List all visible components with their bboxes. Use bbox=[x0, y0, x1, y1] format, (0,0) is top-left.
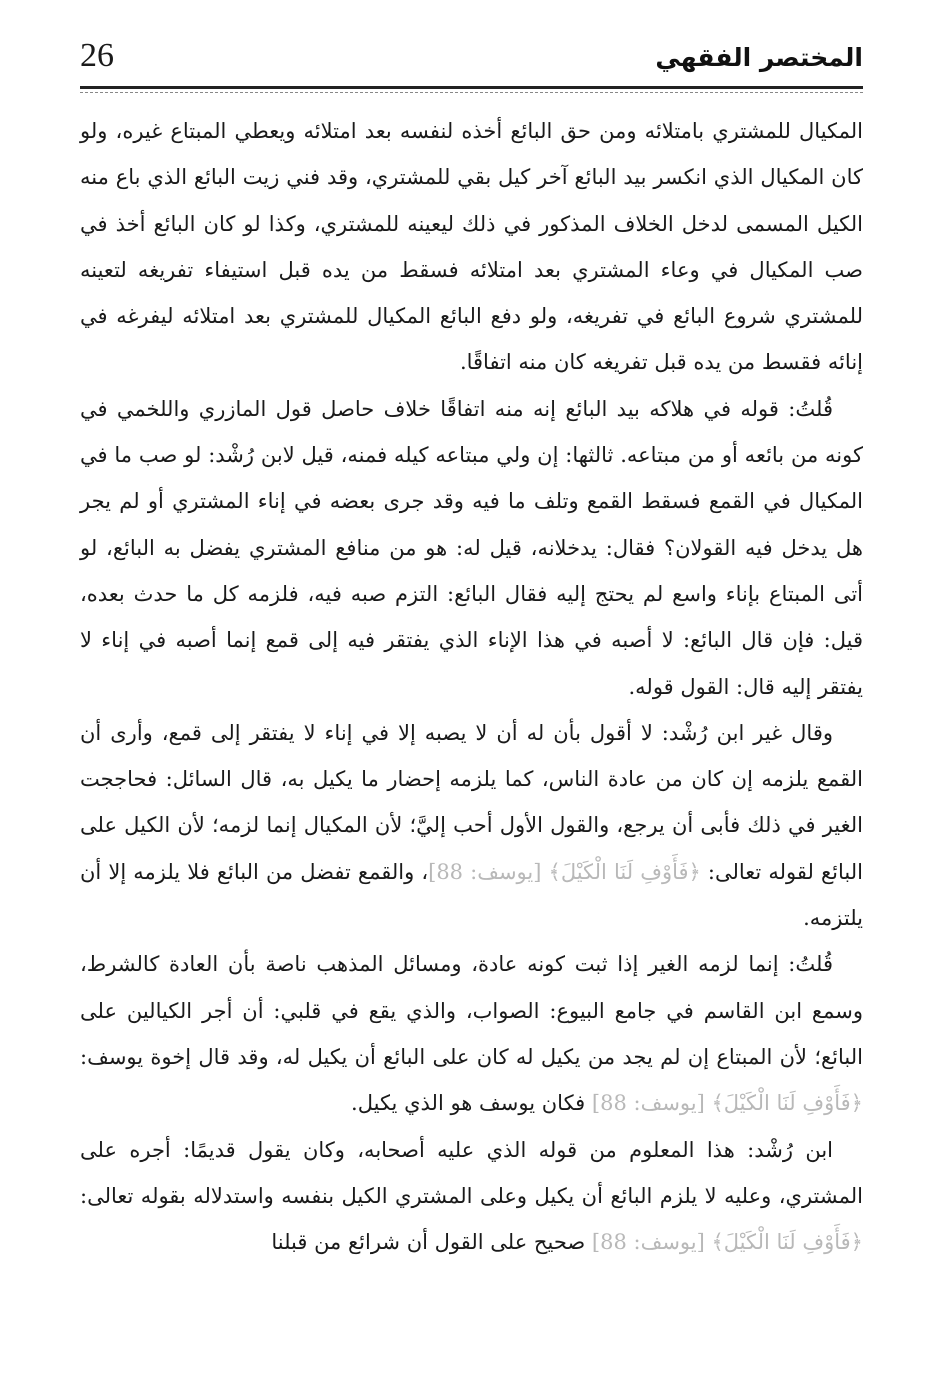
header-rule bbox=[80, 86, 863, 89]
text-run: ابن رُشْد: هذا المعلوم من قوله الذي عليه أصحابه، وكان يقول قديمًا: أجره على المشتري، وعليه لا يلزم البائع أن يكيل وعلى المشتري الكيل بنفسه واستدلاله بقوله تعالى: bbox=[80, 1137, 863, 1208]
page-header bbox=[80, 32, 863, 92]
text-run: المكيال للمشتري بامتلائه ومن حق البائع أخذه لنفسه بعد امتلائه ويعطي المبتاع غيره، ولو كان المكيال الذي انكسر بيد البائع آخر كيل بقي للمشتري، وقد فني زيت البائع الذي باع منه الكيل المسمى لدخل الخلاف المذكور في ذلك ليعينه للمشتري، وكذا لو كان البائع أخذ في صب المكيال في وعاء المشتري بعد امتلائه فسقط من يده قبل استيفاء تفريغه لتعينه للمشتري شروع البائع في تفريغه، ولو دفع البائع المكيال للمشتري بعد امتلائه ليفرغه في إنائه فقسط من يده قبل تفريغه كان منه اتفاقًا. bbox=[80, 119, 863, 375]
paragraph bbox=[80, 108, 863, 386]
body-text bbox=[80, 108, 863, 1265]
text-run: قُلتُ: إنما لزمه الغير إذا ثبت كونه عادة، ومسائل المذهب ناصة بأن العادة كالشرط، وسمع ابن القاسم في جامع البيوع: الصواب، والذي يقع في قلبي: أن أجر الكيالين على البائع؛ لأن المبتاع إن لم يجد من يكيل له كان على البائع أن يكيل له، وقد قال إخوة يوسف: bbox=[80, 952, 863, 1069]
page-number: 26 bbox=[80, 37, 114, 74]
header-rule-decoration bbox=[80, 92, 863, 93]
text-run: صحيح على القول أن شرائع من قبلنا bbox=[271, 1230, 592, 1255]
paragraph bbox=[80, 1127, 863, 1266]
quran-verse: ﴿فَأَوْفِ لَنَا الْكَيْلَ﴾ [يوسف: 88] bbox=[591, 1230, 863, 1255]
paragraph bbox=[80, 941, 863, 1126]
text-run: فكان يوسف هو الذي يكيل. bbox=[351, 1091, 592, 1116]
text-run: قُلتُ: قوله في هلاكه بيد البائع إنه منه اتفاقًا خلاف حاصل قول المازري واللخمي في كونه من بائعه أو من مبتاعه. ثالثها: إن ولي مبتاعه كيله فمنه، قيل لابن رُشْد: لو صب ما في المكيال في القمع فسقط القمع وتلف ما فيه وقد جرى بعضه في إناء المشتري أو لم يجر هل يدخل فيه القولان؟ فقال: يدخلانه، قيل له: هو من منافع المشتري يفضل به البائع، لو أتى المبتاع بإناء واسع لم يحتج إليه فقال البائع: التزم صبه فيه، فلزمه كل ما حدث بعده، قيل: فإن قال البائع: لا أصبه في هذا الإناء الذي يفتقر فيه إلى قمع إنما أصبه في إناء لا يفتقر إليه قال: القول قوله. bbox=[80, 396, 863, 699]
quran-verse: ﴿فَأَوْفِ لَنَا الْكَيْلَ﴾ [يوسف: 88] bbox=[591, 1091, 863, 1116]
text-run: وقال غير ابن رُشْد: لا أقول بأن له أن لا يصبه إلا في إناء لا يفتقر إلى قمع، وأرى أن القمع يلزمه إن كان من عادة الناس، كما يلزمه إحضار ما يكيل به، قال السائل: فحاججت الغير في ذلك فأبى أن يرجع، والقول الأول أحب إليَّ؛ لأن المكيال إنما لزمه؛ لأن الكيل على البائع لقوله تعالى: bbox=[80, 720, 863, 884]
text-run: ، والقمع تفضل من البائع فلا يلزمه إلا أن يلتزمه. bbox=[80, 859, 863, 931]
quran-verse: ﴿فَأَوْفِ لَنَا الْكَيْلَ﴾ [يوسف: 88] bbox=[428, 859, 701, 884]
paragraph bbox=[80, 710, 863, 941]
paragraph bbox=[80, 386, 863, 710]
running-title: المختصر الفقهي bbox=[655, 43, 863, 72]
